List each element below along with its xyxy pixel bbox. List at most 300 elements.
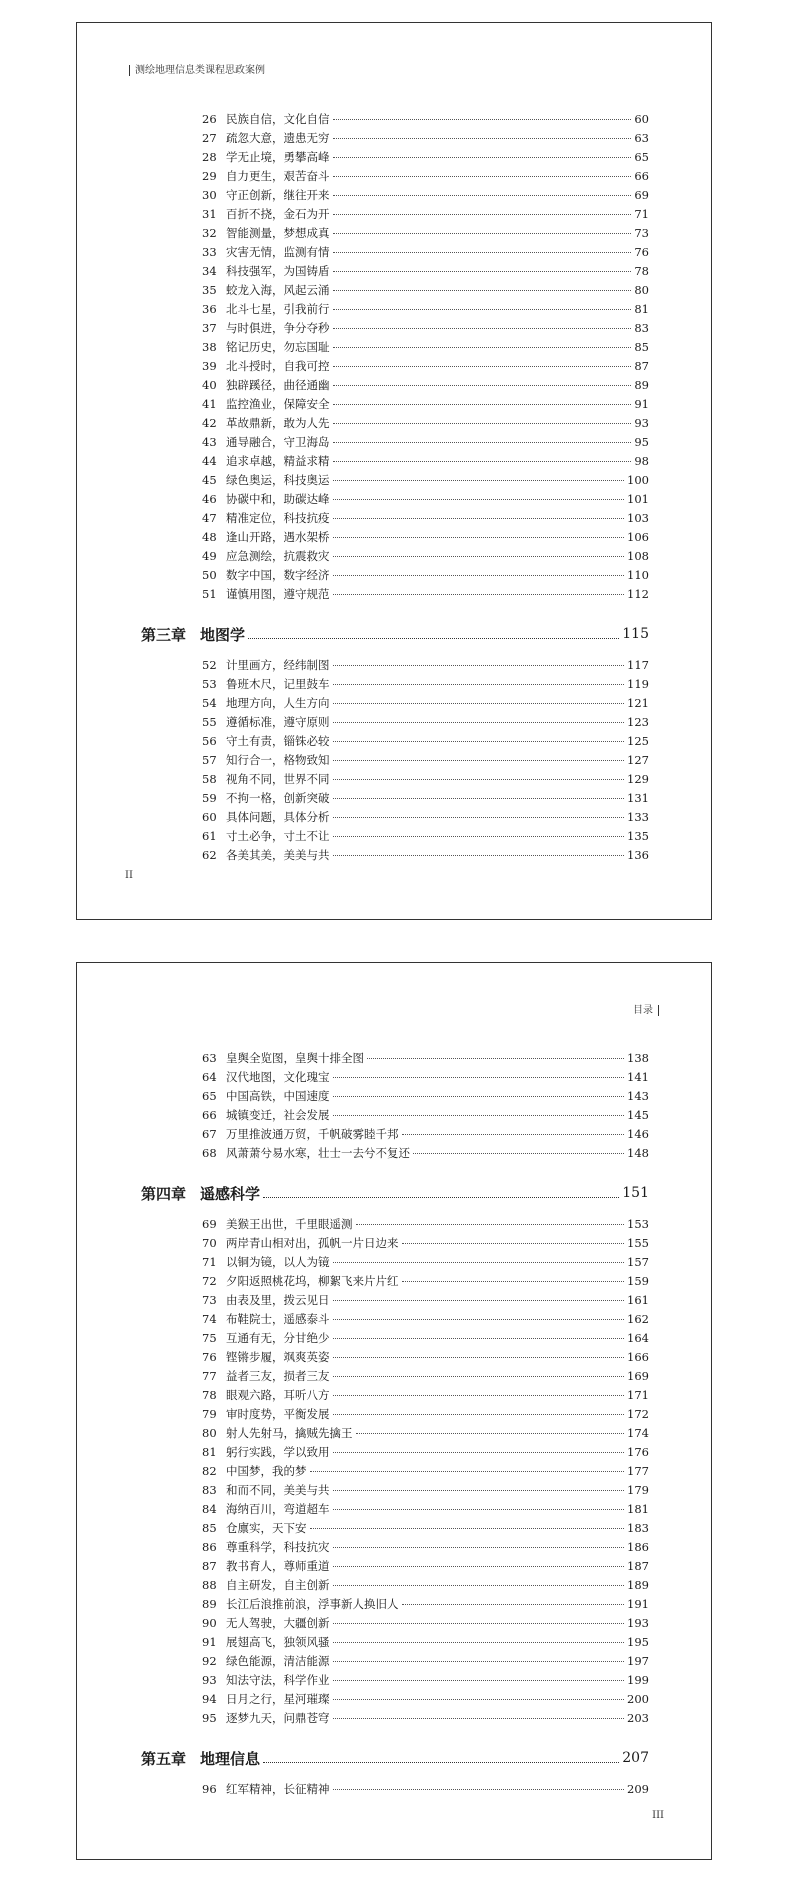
dot-leader [333, 1679, 625, 1681]
entry-title: 智能测量，梦想成真 [226, 226, 330, 240]
entry-number: 79 [202, 1407, 217, 1421]
toc-section-entries [77, 1049, 711, 1163]
entry-title: 日月之行，星河璀璨 [226, 1692, 330, 1706]
dot-leader [333, 835, 625, 837]
entry-number: 39 [202, 359, 217, 373]
entry-page-number: 181 [627, 1502, 649, 1516]
entry-page-number: 110 [627, 568, 649, 582]
entry-number: 67 [202, 1127, 217, 1141]
entry-title: 鲁班木尺，记里鼓车 [226, 677, 330, 691]
toc-entry[interactable] [202, 547, 649, 566]
dot-leader [263, 1762, 619, 1763]
toc-entry[interactable] [202, 770, 649, 789]
entry-page-number: 87 [634, 359, 649, 373]
toc-entry[interactable] [202, 1367, 649, 1386]
entry-page-number: 117 [627, 658, 649, 672]
entry-page-number: 169 [627, 1369, 649, 1383]
dot-leader [333, 854, 625, 856]
entry-number: 37 [202, 321, 217, 335]
toc-entry[interactable] [202, 1500, 649, 1519]
entry-page-number: 127 [627, 753, 649, 767]
entry-title: 自力更生，艰苦奋斗 [226, 169, 330, 183]
entry-title: 知法守法，科学作业 [226, 1673, 330, 1687]
toc-entry[interactable] [202, 656, 649, 675]
entry-page-number: 153 [627, 1217, 649, 1231]
entry-title: 精准定位，科技抗疫 [226, 511, 330, 525]
dot-leader [333, 1489, 625, 1491]
toc-section-entries [77, 656, 711, 865]
toc-entry[interactable] [202, 1386, 649, 1405]
dot-leader [402, 1242, 625, 1244]
toc-entry[interactable] [202, 846, 649, 865]
dot-leader [333, 1394, 625, 1396]
toc-entry[interactable] [202, 1462, 649, 1481]
toc-entry[interactable] [202, 1291, 649, 1310]
entry-number: 54 [202, 696, 217, 710]
table-of-contents [77, 110, 711, 865]
entry-title: 尊重科学，科技抗灾 [226, 1540, 330, 1554]
entry-title: 科技强军，为国铸盾 [226, 264, 330, 278]
dot-leader [263, 1197, 619, 1198]
toc-entry[interactable] [202, 1671, 649, 1690]
entry-number: 38 [202, 340, 217, 354]
entry-number: 44 [202, 454, 217, 468]
header-rule [658, 1005, 659, 1016]
toc-entry[interactable] [202, 357, 649, 376]
toc-entry[interactable] [202, 1424, 649, 1443]
toc-entry[interactable] [202, 1709, 649, 1728]
entry-number: 45 [202, 473, 217, 487]
toc-entry[interactable] [202, 566, 649, 585]
dot-leader [333, 1660, 625, 1662]
dot-leader [333, 1375, 625, 1377]
toc-entry[interactable] [202, 528, 649, 547]
toc-entry[interactable] [202, 1253, 649, 1272]
dot-leader [356, 1432, 625, 1434]
entry-title: 绿色能源，清洁能源 [226, 1654, 330, 1668]
toc-entry[interactable] [202, 1348, 649, 1367]
entry-number: 71 [202, 1255, 217, 1269]
entry-number: 49 [202, 549, 217, 563]
entry-page-number: 101 [627, 492, 649, 506]
entry-number: 36 [202, 302, 217, 316]
entry-title: 无人驾驶，大疆创新 [226, 1616, 330, 1630]
dot-leader [333, 403, 632, 405]
dot-leader [333, 194, 632, 196]
toc-entry[interactable] [202, 205, 649, 224]
entry-number: 89 [202, 1597, 217, 1611]
toc-entry[interactable] [202, 1405, 649, 1424]
entry-title: 由表及里，拨云见日 [226, 1293, 330, 1307]
dot-leader [333, 517, 625, 519]
entry-page-number: 157 [627, 1255, 649, 1269]
dot-leader [333, 721, 625, 723]
entry-page-number: 95 [634, 435, 649, 449]
entry-title: 北斗七星，引我前行 [226, 302, 330, 316]
chapter-label: 第五章 [141, 1749, 187, 1768]
dot-leader [333, 1299, 625, 1301]
entry-number: 68 [202, 1146, 217, 1160]
chapter-page-number: 115 [622, 626, 649, 642]
entry-number: 78 [202, 1388, 217, 1402]
entry-title: 各美其美，美美与共 [226, 848, 330, 862]
entry-page-number: 177 [627, 1464, 649, 1478]
dot-leader [333, 797, 625, 799]
toc-entry[interactable] [202, 1633, 649, 1652]
entry-page-number: 209 [627, 1782, 649, 1796]
dot-leader [333, 1413, 625, 1415]
entry-number: 90 [202, 1616, 217, 1630]
dot-leader [333, 759, 625, 761]
entry-page-number: 145 [627, 1108, 649, 1122]
entry-title: 逐梦九天，问鼎苍穹 [226, 1711, 330, 1725]
toc-entry[interactable] [202, 827, 649, 846]
dot-leader [333, 1565, 625, 1567]
dot-leader [333, 365, 632, 367]
entry-number: 86 [202, 1540, 217, 1554]
entry-title: 美猴王出世，千里眼遥测 [226, 1217, 353, 1231]
entry-page-number: 80 [634, 283, 649, 297]
entry-number: 30 [202, 188, 217, 202]
entry-title: 中国高铁，中国速度 [226, 1089, 330, 1103]
toc-entry[interactable] [202, 262, 649, 281]
entry-title: 风萧萧兮易水寒，壮士一去兮不复还 [226, 1146, 410, 1160]
entry-number: 40 [202, 378, 217, 392]
entry-number: 85 [202, 1521, 217, 1535]
entry-number: 66 [202, 1108, 217, 1122]
dot-leader [333, 1451, 625, 1453]
entry-title: 长江后浪推前浪，浮事新人换旧人 [226, 1597, 399, 1611]
entry-title: 铭记历史，勿忘国耻 [226, 340, 330, 354]
dot-leader [333, 555, 625, 557]
entry-number: 75 [202, 1331, 217, 1345]
entry-page-number: 148 [627, 1146, 649, 1160]
dot-leader [310, 1470, 625, 1472]
dot-leader [333, 118, 632, 120]
entry-title: 百折不挠，金石为开 [226, 207, 330, 221]
entry-number: 81 [202, 1445, 217, 1459]
dot-leader [356, 1223, 625, 1225]
toc-entry[interactable] [202, 732, 649, 751]
toc-entry[interactable] [202, 243, 649, 262]
toc-entry[interactable] [202, 713, 649, 732]
entry-number: 51 [202, 587, 217, 601]
toc-entry[interactable] [202, 1215, 649, 1234]
entry-page-number: 162 [627, 1312, 649, 1326]
chapter-page-number: 207 [622, 1750, 649, 1766]
entry-page-number: 100 [627, 473, 649, 487]
dot-leader [333, 536, 625, 538]
entry-number: 29 [202, 169, 217, 183]
toc-entry[interactable] [202, 585, 649, 604]
entry-number: 58 [202, 772, 217, 786]
document-page-1 [76, 22, 712, 920]
toc-entry[interactable] [202, 224, 649, 243]
dot-leader [333, 308, 632, 310]
entry-page-number: 195 [627, 1635, 649, 1649]
toc-entry[interactable] [202, 1481, 649, 1500]
entry-title: 学无止境，勇攀高峰 [226, 150, 330, 164]
entry-number: 31 [202, 207, 217, 221]
dot-leader [333, 346, 632, 348]
entry-number: 69 [202, 1217, 217, 1231]
entry-number: 41 [202, 397, 217, 411]
toc-entry[interactable] [202, 675, 649, 694]
entry-title: 躬行实践，学以致用 [226, 1445, 330, 1459]
toc-entry[interactable] [202, 129, 649, 148]
dot-leader [333, 422, 632, 424]
chapter-title: 地图学 [200, 625, 246, 644]
toc-entry[interactable] [202, 509, 649, 528]
entry-number: 60 [202, 810, 217, 824]
toc-entry[interactable] [202, 319, 649, 338]
toc-entry[interactable] [202, 751, 649, 770]
entry-number: 64 [202, 1070, 217, 1084]
entry-title: 眼观六路，耳听八方 [226, 1388, 330, 1402]
entry-title: 地理方向，人生方向 [226, 696, 330, 710]
entry-number: 55 [202, 715, 217, 729]
entry-title: 和而不同，美美与共 [226, 1483, 330, 1497]
entry-page-number: 203 [627, 1711, 649, 1725]
toc-section-entries [77, 110, 711, 604]
entry-number: 63 [202, 1051, 217, 1065]
dot-leader [333, 816, 625, 818]
toc-entry[interactable] [202, 1106, 649, 1125]
entry-number: 62 [202, 848, 217, 862]
entry-page-number: 63 [634, 131, 649, 145]
entry-page-number: 191 [627, 1597, 649, 1611]
entry-number: 70 [202, 1236, 217, 1250]
entry-number: 59 [202, 791, 217, 805]
dot-leader [333, 1622, 625, 1624]
chapter-page-number: 151 [622, 1185, 649, 1201]
entry-page-number: 183 [627, 1521, 649, 1535]
toc-entry[interactable] [202, 1443, 649, 1462]
entry-page-number: 164 [627, 1331, 649, 1345]
toc-entry[interactable] [202, 1652, 649, 1671]
entry-page-number: 89 [634, 378, 649, 392]
entry-title: 追求卓越，精益求精 [226, 454, 330, 468]
entry-number: 46 [202, 492, 217, 506]
entry-page-number: 133 [627, 810, 649, 824]
toc-entry[interactable] [202, 1690, 649, 1709]
dot-leader [333, 740, 625, 742]
dot-leader [402, 1133, 625, 1135]
toc-entry[interactable] [202, 395, 649, 414]
toc-entry[interactable] [202, 1780, 649, 1799]
toc-entry[interactable] [202, 338, 649, 357]
entry-page-number: 69 [634, 188, 649, 202]
entry-title: 海纳百川，弯道超车 [226, 1502, 330, 1516]
toc-entry[interactable] [202, 471, 649, 490]
header-text: 测绘地理信息类课程思政案例 [135, 65, 265, 76]
dot-leader [333, 1698, 625, 1700]
dot-leader [333, 327, 632, 329]
entry-page-number: 176 [627, 1445, 649, 1459]
entry-page-number: 146 [627, 1127, 649, 1141]
dot-leader [333, 593, 625, 595]
toc-entry[interactable] [202, 1557, 649, 1576]
header-rule [129, 65, 130, 76]
page-number-footer: III [652, 1810, 664, 1821]
toc-entry[interactable] [202, 1614, 649, 1633]
table-of-contents [77, 1049, 711, 1799]
toc-entry[interactable] [202, 1068, 649, 1087]
toc-entry[interactable] [202, 281, 649, 300]
entry-number: 84 [202, 1502, 217, 1516]
entry-number: 56 [202, 734, 217, 748]
entry-title: 监控渔业，保障安全 [226, 397, 330, 411]
entry-title: 汉代地图，文化瑰宝 [226, 1070, 330, 1084]
entry-title: 计里画方，经纬制图 [226, 658, 330, 672]
dot-leader [333, 1546, 625, 1548]
entry-title: 益者三友，损者三友 [226, 1369, 330, 1383]
entry-number: 42 [202, 416, 217, 430]
entry-page-number: 159 [627, 1274, 649, 1288]
entry-page-number: 81 [634, 302, 649, 316]
entry-title: 红军精神，长征精神 [226, 1782, 330, 1796]
chapter-heading-5[interactable] [141, 1741, 649, 1775]
toc-entry[interactable] [202, 376, 649, 395]
entry-title: 民族自信，文化自信 [226, 112, 330, 126]
chapter-title: 地理信息 [200, 1749, 261, 1768]
toc-section-entries [77, 1215, 711, 1728]
entry-title: 北斗授时，自我可控 [226, 359, 330, 373]
toc-entry[interactable] [202, 490, 649, 509]
toc-entry[interactable] [202, 414, 649, 433]
chapter-heading-4[interactable] [141, 1176, 649, 1210]
entry-title: 布鞋院士，遥感泰斗 [226, 1312, 330, 1326]
dot-leader [333, 1584, 625, 1586]
toc-entry[interactable] [202, 1087, 649, 1106]
dot-leader [333, 213, 632, 215]
toc-entry[interactable] [202, 1125, 649, 1144]
toc-entry[interactable] [202, 452, 649, 471]
entry-title: 两岸青山相对出，孤帆一片日边来 [226, 1236, 399, 1250]
toc-entry[interactable] [202, 148, 649, 167]
dot-leader [333, 441, 632, 443]
entry-page-number: 121 [627, 696, 649, 710]
entry-number: 77 [202, 1369, 217, 1383]
toc-entry[interactable] [202, 1049, 649, 1068]
entry-title: 知行合一，格物致知 [226, 753, 330, 767]
entry-title: 教书育人，尊师重道 [226, 1559, 330, 1573]
entry-page-number: 155 [627, 1236, 649, 1250]
toc-entry[interactable] [202, 167, 649, 186]
entry-page-number: 76 [634, 245, 649, 259]
entry-number: 88 [202, 1578, 217, 1592]
entry-page-number: 161 [627, 1293, 649, 1307]
entry-page-number: 83 [634, 321, 649, 335]
dot-leader [367, 1057, 624, 1059]
entry-page-number: 138 [627, 1051, 649, 1065]
chapter-label: 第三章 [141, 625, 187, 644]
entry-page-number: 119 [627, 677, 649, 691]
chapter-title: 遥感科学 [200, 1184, 261, 1203]
entry-number: 91 [202, 1635, 217, 1649]
entry-title: 通导融合，守卫海岛 [226, 435, 330, 449]
entry-page-number: 60 [634, 112, 649, 126]
entry-page-number: 123 [627, 715, 649, 729]
entry-number: 65 [202, 1089, 217, 1103]
entry-title: 审时度势，平衡发展 [226, 1407, 330, 1421]
entry-number: 76 [202, 1350, 217, 1364]
entry-number: 72 [202, 1274, 217, 1288]
entry-number: 35 [202, 283, 217, 297]
toc-entry[interactable] [202, 808, 649, 827]
entry-page-number: 187 [627, 1559, 649, 1573]
toc-entry[interactable] [202, 789, 649, 808]
entry-title: 与时俱进，争分夺秒 [226, 321, 330, 335]
entry-number: 92 [202, 1654, 217, 1668]
running-header [124, 61, 265, 76]
toc-entry[interactable] [202, 110, 649, 129]
entry-page-number: 98 [634, 454, 649, 468]
entry-number: 93 [202, 1673, 217, 1687]
toc-entry[interactable] [202, 694, 649, 713]
toc-entry[interactable] [202, 300, 649, 319]
entry-title: 守土有责，锱铢必较 [226, 734, 330, 748]
toc-entry[interactable] [202, 1329, 649, 1348]
entry-title: 展翅高飞，独领风骚 [226, 1635, 330, 1649]
toc-entry[interactable] [202, 1310, 649, 1329]
entry-number: 27 [202, 131, 217, 145]
entry-number: 47 [202, 511, 217, 525]
toc-entry[interactable] [202, 433, 649, 452]
toc-entry[interactable] [202, 1538, 649, 1557]
dot-leader [402, 1280, 625, 1282]
toc-section-entries [77, 1780, 711, 1799]
toc-entry[interactable] [202, 1519, 649, 1538]
toc-entry[interactable] [202, 1144, 649, 1163]
entry-page-number: 71 [634, 207, 649, 221]
entry-title: 以铜为镜，以人为镜 [226, 1255, 330, 1269]
toc-entry[interactable] [202, 186, 649, 205]
entry-title: 视角不同，世界不同 [226, 772, 330, 786]
chapter-heading-3[interactable] [141, 617, 649, 651]
entry-title: 自主研发，自主创新 [226, 1578, 330, 1592]
toc-entry[interactable] [202, 1576, 649, 1595]
entry-page-number: 93 [634, 416, 649, 430]
entry-page-number: 199 [627, 1673, 649, 1687]
entry-title: 蛟龙入海，风起云涌 [226, 283, 330, 297]
dot-leader [333, 1508, 625, 1510]
entry-number: 32 [202, 226, 217, 240]
entry-title: 谨慎用图，遵守规范 [226, 587, 330, 601]
dot-leader [248, 638, 619, 639]
entry-page-number: 200 [627, 1692, 649, 1706]
entry-page-number: 141 [627, 1070, 649, 1084]
entry-number: 80 [202, 1426, 217, 1440]
entry-title: 不拘一格，创新突破 [226, 791, 330, 805]
entry-number: 48 [202, 530, 217, 544]
entry-title: 寸土必争，寸土不让 [226, 829, 330, 843]
entry-number: 57 [202, 753, 217, 767]
dot-leader [333, 1261, 625, 1263]
entry-number: 82 [202, 1464, 217, 1478]
entry-title: 皇舆全览图，皇舆十排全图 [226, 1051, 364, 1065]
entry-number: 95 [202, 1711, 217, 1725]
entry-page-number: 174 [627, 1426, 649, 1440]
entry-page-number: 143 [627, 1089, 649, 1103]
entry-title: 灾害无情，监测有情 [226, 245, 330, 259]
entry-page-number: 125 [627, 734, 649, 748]
toc-entry[interactable] [202, 1272, 649, 1291]
document-page-2 [76, 962, 712, 1860]
toc-entry[interactable] [202, 1234, 649, 1253]
toc-entry[interactable] [202, 1595, 649, 1614]
entry-page-number: 106 [627, 530, 649, 544]
